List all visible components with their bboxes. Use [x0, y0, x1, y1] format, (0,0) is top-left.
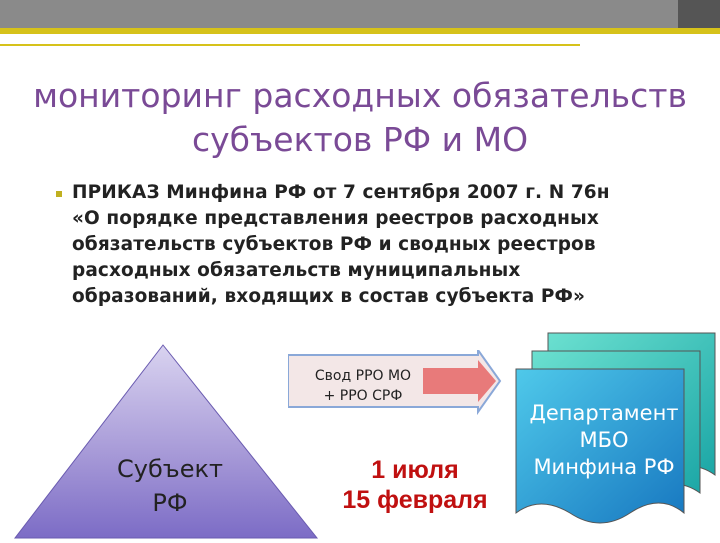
department-label-line-2: МБО	[579, 428, 629, 452]
triangle-label-line-1: Субъект	[117, 455, 223, 483]
slide-title	[0, 74, 720, 162]
department-label-line-1: Департамент	[529, 401, 679, 425]
header-accent-line	[0, 28, 720, 34]
department-label-line-3: Минфина РФ	[533, 455, 675, 479]
date-1: 1 июля	[371, 456, 459, 484]
bullet-line: «О порядке представления реестров расходных	[72, 208, 599, 229]
slide-title-line-1: мониторинг расходных обязательств	[33, 76, 687, 115]
bullet-line: ПРИКАЗ Минфина РФ от 7 сентября 2007 г. N 76н	[72, 182, 610, 203]
bullet-line: расходных обязательств муниципальных	[72, 260, 521, 281]
header-thin-line	[0, 44, 580, 46]
bullet-text	[72, 180, 682, 310]
arrow-label-line-1: Свод РРО МО	[314, 368, 412, 384]
bullet-marker	[56, 191, 62, 197]
arrow-label	[298, 366, 428, 406]
date-2: 15 февраля	[342, 486, 488, 514]
bullet-line: образований, входящих в состав субъекта РФ»	[72, 286, 586, 307]
arrow-label-line-2: + РРО СРФ	[323, 388, 403, 404]
triangle-label-line-2: РФ	[152, 489, 188, 517]
header-band-corner	[678, 0, 720, 28]
slide-title-line-2: субъектов РФ и МО	[191, 120, 529, 159]
deadline-dates	[325, 455, 505, 515]
triangle-label	[110, 452, 230, 520]
header-band	[0, 0, 720, 28]
bullet-line: обязательств субъектов РФ и сводных реестров	[72, 234, 596, 255]
department-label	[515, 400, 693, 481]
